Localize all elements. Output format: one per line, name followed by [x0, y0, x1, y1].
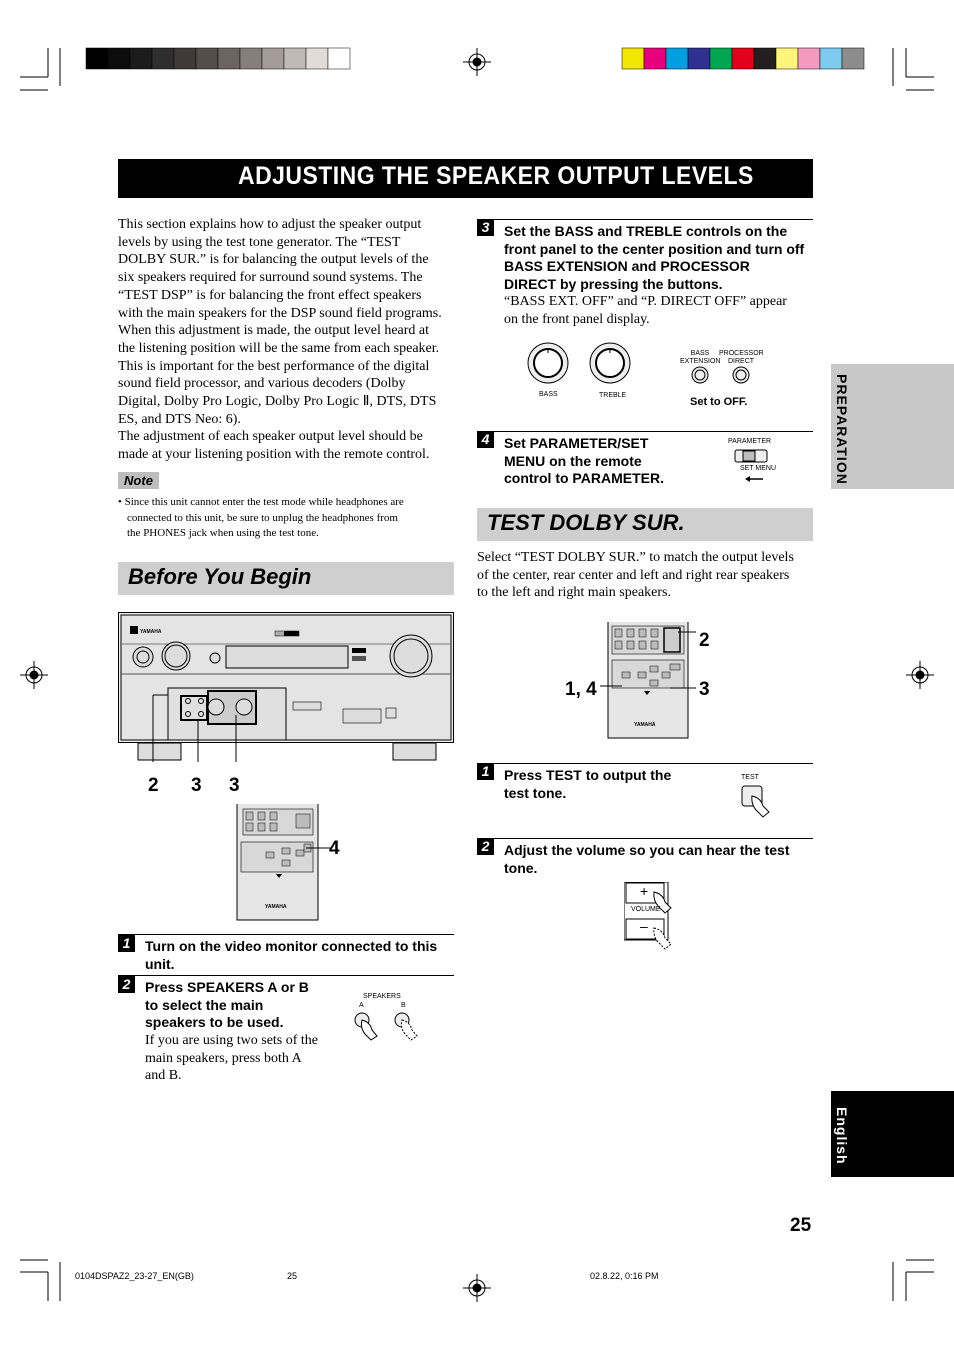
gray-swatch — [218, 48, 240, 69]
before-you-begin-heading: Before You Begin — [118, 562, 454, 595]
registration-mark-bottom — [463, 1274, 491, 1302]
before-step-2-body: If you are using two sets of the main speakers, press both A and B. — [145, 1033, 319, 1084]
bass-label: BASS — [539, 391, 558, 398]
gray-color-bar — [86, 48, 350, 69]
gray-swatch — [130, 48, 152, 69]
gray-swatch — [262, 48, 284, 69]
language-tab — [831, 1091, 954, 1177]
page-number: 25 — [790, 1215, 812, 1236]
test-callout-3: 3 — [699, 679, 710, 700]
callout-4: 4 — [329, 838, 340, 859]
before-step-1-number: 1 — [118, 935, 135, 952]
speakers-b-label: B — [401, 1002, 406, 1009]
bass-extension-processor-direct-buttons — [688, 364, 754, 386]
color-swatch — [644, 48, 666, 69]
title-bar — [118, 159, 813, 198]
intro-line: This is important for the best performance of the digital — [118, 358, 430, 374]
test-step-2-rule — [477, 838, 813, 839]
note-text — [118, 495, 463, 542]
step-4-heading: Set PARAMETER/SET MENU on the remote control to PARAMETER. — [504, 435, 664, 486]
volume-label: VOLUME — [631, 906, 661, 913]
color-swatch — [754, 48, 776, 69]
test-step-1-rule — [477, 763, 813, 764]
color-swatch — [776, 48, 798, 69]
footer-date: 02.8.22, 0:16 PM — [590, 1271, 659, 1281]
remote-control-illustration — [236, 804, 336, 922]
set-to-off-label: Set to OFF. — [690, 396, 748, 408]
processor-direct-label: PROCESSOR DIRECT — [719, 350, 764, 365]
intro-line: When this adjustment is made, the output level heard at — [118, 323, 430, 339]
gray-swatch — [86, 48, 108, 69]
registration-mark-right — [906, 661, 934, 689]
bass-extension-label: BASS EXTENSION — [680, 350, 721, 365]
test-dolby-sur-heading: TEST DOLBY SUR. — [477, 508, 813, 541]
color-swatch — [710, 48, 732, 69]
gray-swatch — [152, 48, 174, 69]
test-dolby-sur-body: Select “TEST DOLBY SUR.” to match the output levels of the center, rear center and left and right rear speakers to the left and right main speakers. — [477, 550, 794, 601]
step-3-body: “BASS EXT. OFF” and “P. DIRECT OFF” appear on the front panel display. — [504, 294, 787, 327]
before-step-2-heading: Press SPEAKERS A or B to select the main speakers to be used. — [145, 979, 309, 1030]
footer-page: 25 — [287, 1271, 298, 1281]
color-swatch — [798, 48, 820, 69]
speakers-label: SPEAKERS — [363, 993, 401, 1000]
gray-swatch — [196, 48, 218, 69]
footer-filename: 0104DSPAZ2_23-27_EN(GB) — [75, 1271, 194, 1281]
volume-buttons-icon — [624, 882, 684, 950]
bass-treble-knobs-illustration — [518, 338, 638, 400]
volume-plus-label: + — [640, 883, 649, 899]
note-line: connected to this unit, be sure to unplug the headphones from — [127, 511, 398, 524]
before-step-2-number: 2 — [118, 976, 135, 993]
color-swatch — [842, 48, 864, 69]
intro-paragraph — [118, 216, 463, 464]
gray-swatch — [306, 48, 328, 69]
step-3-heading: Set the BASS and TREBLE controls on the front panel to the center position and turn off BASS EXTENSION and PROCESSOR DIRECT by pressing the buttons. — [504, 223, 805, 292]
callout-3b: 3 — [229, 775, 240, 796]
test-step-2-number: 2 — [477, 838, 494, 855]
speakers-buttons-icon — [350, 1008, 430, 1042]
test-step-1-number: 1 — [477, 763, 494, 780]
gray-swatch — [108, 48, 130, 69]
preparation-tab-label: PREPARATION — [834, 374, 850, 485]
gray-swatch — [240, 48, 262, 69]
intro-line: This section explains how to adjust the speaker output — [118, 217, 422, 232]
test-remote-brand-logo: YAMAHA — [634, 722, 656, 728]
parameter-label: PARAMETER — [728, 438, 772, 445]
treble-label: TREBLE — [599, 392, 627, 399]
color-bar — [622, 48, 864, 69]
step-3-rule — [477, 219, 813, 220]
registration-mark-left — [20, 661, 48, 689]
remote-brand-logo: YAMAHA — [265, 904, 287, 910]
intro-line: with the main speakers for the DSP sound field programs. — [118, 305, 442, 321]
note-label: Note — [118, 472, 159, 489]
color-swatch — [622, 48, 644, 69]
gray-swatch — [174, 48, 196, 69]
intro-line: DOLBY SUR.” is for balancing the output levels of the — [118, 252, 429, 268]
test-step-2-heading: Adjust the volume so you can hear the test tone. — [504, 842, 790, 876]
preparation-tab — [831, 364, 954, 489]
test-button-icon — [740, 784, 780, 818]
note-line: • Since this unit cannot enter the test mode while headphones are — [118, 496, 404, 508]
test-button-label: TEST — [741, 774, 759, 781]
intro-line: sound field processor, and various decoders (Dolby — [118, 376, 406, 392]
receiver-front-panel-illustration — [118, 612, 454, 762]
color-swatch — [666, 48, 688, 69]
intro-line: levels by using the test tone generator. The “TEST — [118, 234, 401, 250]
color-swatch — [732, 48, 754, 69]
set-menu-label: SET MENU — [740, 465, 777, 472]
page-title: ADJUSTING THE SPEAKER OUTPUT LEVELS — [238, 162, 754, 190]
before-step-1-rule — [118, 934, 454, 935]
intro-line: The adjustment of each speaker output level should be — [118, 429, 423, 445]
volume-minus-label: – — [640, 918, 648, 934]
before-step-1-text: Turn on the video monitor connected to this unit. — [145, 938, 438, 972]
color-swatch — [820, 48, 842, 69]
intro-line: Digital, Dolby Pro Logic, Dolby Pro Logic Ⅱ, DTS, DTS — [118, 394, 437, 410]
note-line: the PHONES jack when using the test tone. — [127, 527, 319, 539]
intro-line: ES, and DTS Neo: 6). — [118, 411, 241, 427]
gray-swatch — [328, 48, 350, 69]
speakers-a-label: A — [359, 1002, 364, 1009]
step-3-number: 3 — [477, 219, 494, 236]
language-tab-label: English — [834, 1107, 850, 1165]
intro-line: six speakers required for surround sound systems. The — [118, 270, 423, 286]
callout-2: 2 — [148, 775, 159, 796]
intro-line: “TEST DSP” is for balancing the front effect speakers — [118, 287, 422, 303]
step-4-rule — [477, 431, 813, 432]
test-step-1-heading: Press TEST to output the test tone. — [504, 767, 672, 801]
test-callout-2: 2 — [699, 630, 710, 651]
test-callout-1-4: 1, 4 — [565, 679, 597, 700]
before-step-2-rule — [118, 975, 454, 976]
intro-line: the listening position will be the same from each speaker. — [118, 340, 440, 356]
gray-swatch — [284, 48, 306, 69]
intro-line: made at your listening position with the remote control. — [118, 447, 430, 463]
receiver-brand-logo: YAMAHA — [140, 629, 162, 635]
registration-mark-top — [463, 48, 491, 76]
color-swatch — [688, 48, 710, 69]
callout-3a: 3 — [191, 775, 202, 796]
step-4-number: 4 — [477, 431, 494, 448]
test-remote-illustration — [600, 622, 700, 742]
